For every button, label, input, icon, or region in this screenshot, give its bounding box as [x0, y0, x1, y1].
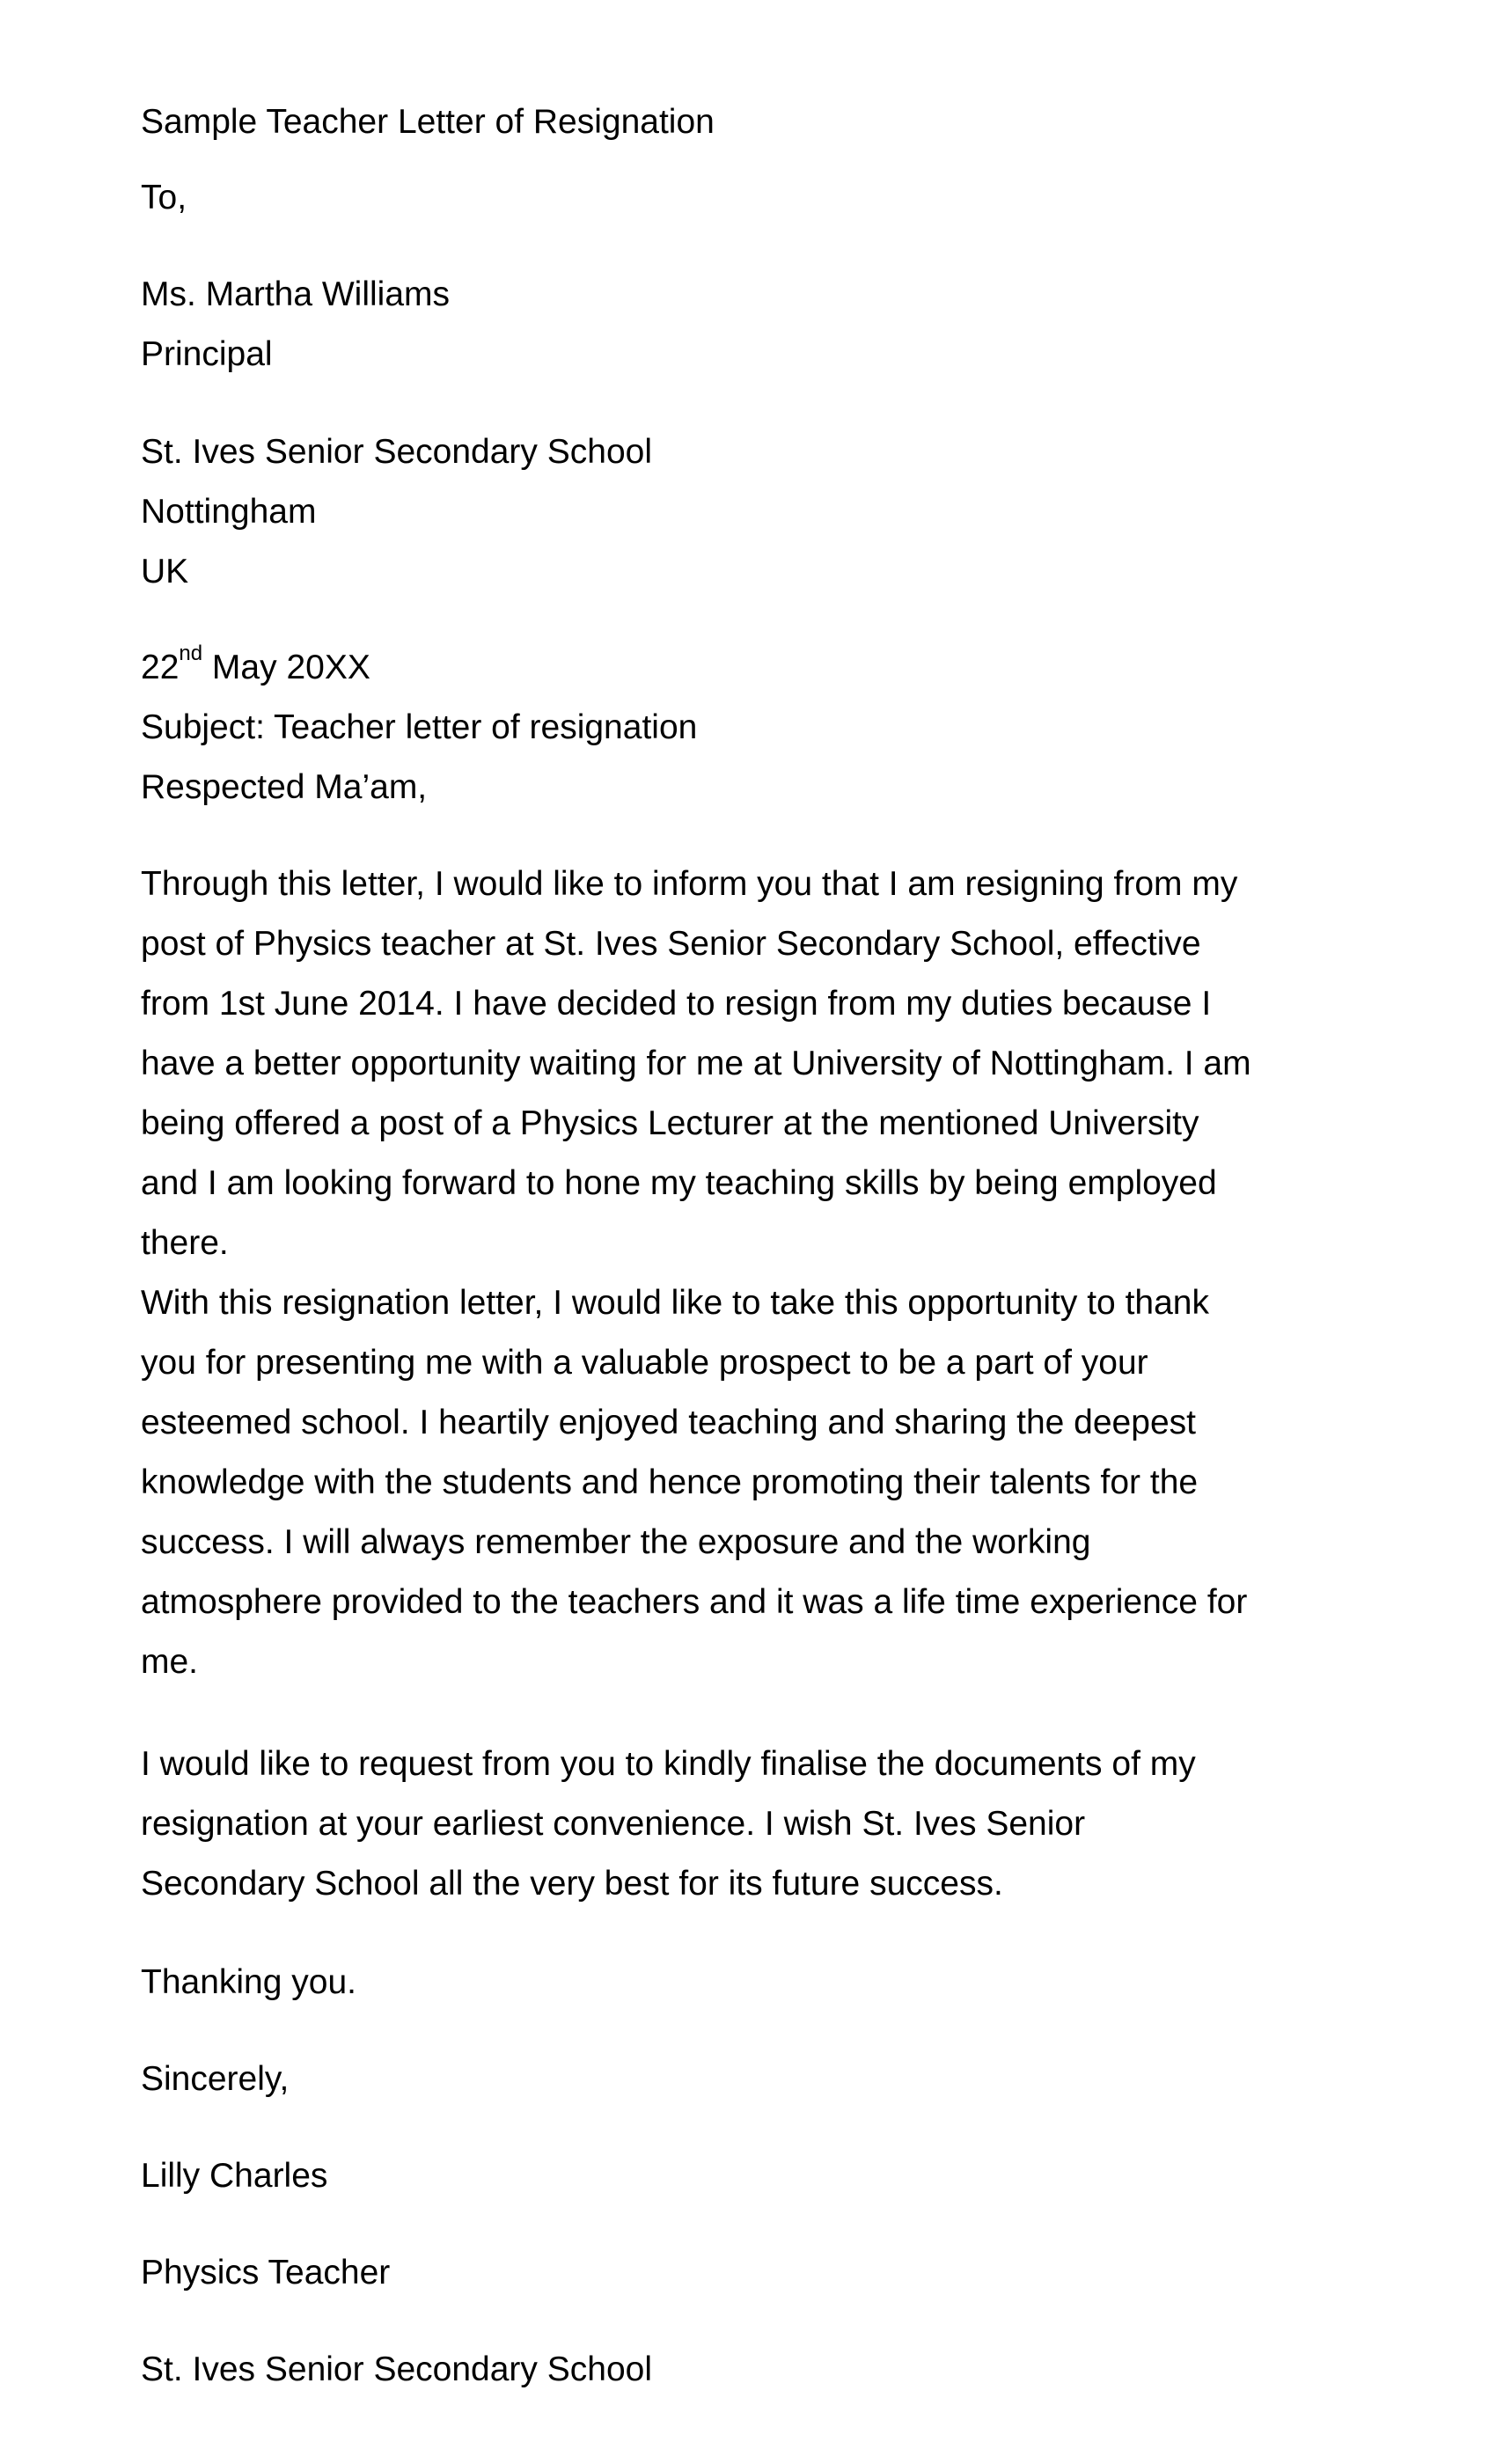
- address-country: UK: [141, 553, 189, 590]
- thanks-text: Thanking you.: [141, 1963, 356, 2001]
- paragraph-2-line: success. I will always remember the exposure and the working: [141, 1523, 1091, 1561]
- letter-date: [141, 638, 1302, 698]
- paragraph-2-line: With this resignation letter, I would like to take this opportunity to thank: [141, 1284, 1209, 1322]
- paragraph-1-line: there.: [141, 1224, 229, 1262]
- letter-greeting: Respected Ma’am,: [141, 768, 428, 806]
- thanks-line: [141, 1953, 1302, 2013]
- paragraph-1-line: post of Physics teacher at St. Ives Senior Secondary School, effective: [141, 925, 1201, 963]
- paragraph-1-line: Through this letter, I would like to inform you that I am resigning from my: [141, 865, 1238, 903]
- paragraph-1-line: have a better opportunity waiting for me at University of Nottingham. I am: [141, 1045, 1251, 1082]
- letter-subject: Subject: Teacher letter of resignation: [141, 708, 698, 746]
- paragraph-2-line: me.: [141, 1643, 199, 1681]
- signature-name-line: [141, 2146, 1302, 2206]
- date-ordinal: nd: [179, 642, 203, 665]
- paragraph-2: [141, 1273, 1302, 1692]
- paragraph-2-line: esteemed school. I heartily enjoyed teaching and sharing the deepest: [141, 1404, 1196, 1441]
- salutation-to: [141, 168, 1302, 228]
- signature-position: Physics Teacher: [141, 2254, 391, 2292]
- recipient-title: Principal: [141, 335, 273, 373]
- paragraph-3-line: Secondary School all the very best for its future success.: [141, 1865, 1003, 1903]
- signature-position-line: [141, 2243, 1302, 2303]
- date-rest: May 20XX: [202, 649, 370, 686]
- closing-text: Sincerely,: [141, 2060, 290, 2098]
- signature-name: Lilly Charles: [141, 2157, 328, 2195]
- paragraph-1-line: from 1st June 2014. I have decided to resign from my duties because I: [141, 985, 1212, 1023]
- closing-line: [141, 2050, 1302, 2109]
- paragraph-3: [141, 1734, 1302, 1914]
- paragraph-2-line: you for presenting me with a valuable prospect to be a part of your: [141, 1344, 1148, 1382]
- paragraph-2-line: atmosphere provided to the teachers and it was a life time experience for: [141, 1583, 1248, 1621]
- recipient-name: Ms. Martha Williams: [141, 275, 451, 313]
- letter-heading: [141, 92, 1302, 152]
- school-address-block: [141, 422, 1302, 602]
- address-school: St. Ives Senior Secondary School: [141, 433, 652, 471]
- signature-school: St. Ives Senior Secondary School: [141, 2350, 652, 2388]
- date-subject-block: [141, 638, 1302, 818]
- salutation-to-text: To,: [141, 179, 187, 216]
- paragraph-3-line: resignation at your earliest convenience. I wish St. Ives Senior: [141, 1805, 1086, 1843]
- address-city: Nottingham: [141, 493, 317, 531]
- paragraph-1-line: and I am looking forward to hone my teaching skills by being employed: [141, 1164, 1217, 1202]
- paragraph-1-line: being offered a post of a Physics Lecturer at the mentioned University: [141, 1104, 1199, 1142]
- paragraph-1: [141, 854, 1302, 1273]
- paragraph-3-line: I would like to request from you to kindly finalise the documents of my: [141, 1745, 1196, 1783]
- date-day: 22: [141, 649, 180, 686]
- recipient-block: [141, 265, 1302, 385]
- heading-text: Sample Teacher Letter of Resignation: [141, 103, 715, 141]
- signature-school-line: [141, 2340, 1302, 2400]
- paragraph-2-line: knowledge with the students and hence promoting their talents for the: [141, 1463, 1199, 1501]
